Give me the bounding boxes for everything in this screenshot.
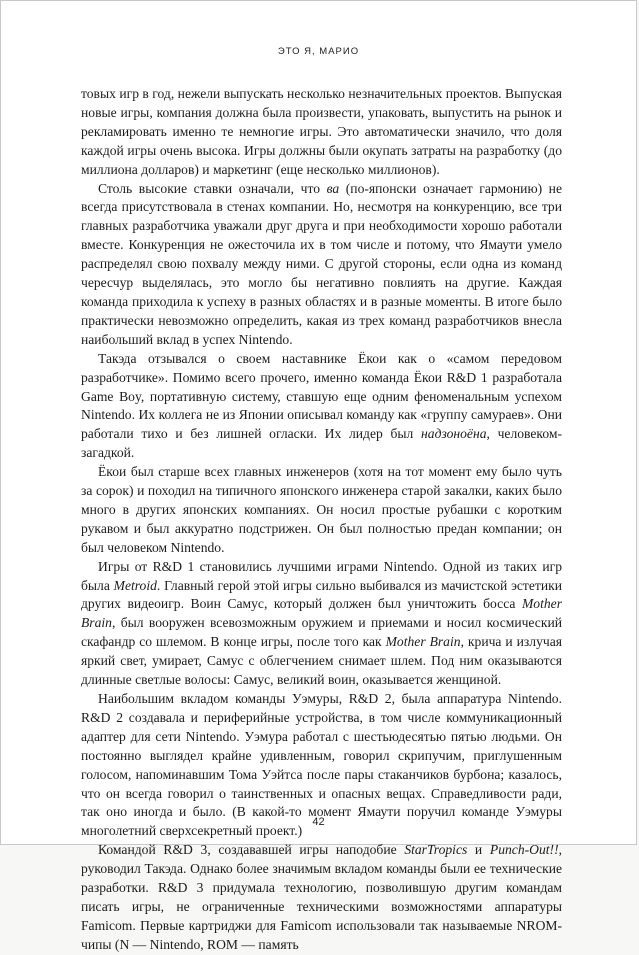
running-title: ЭТО Я, МАРИО (277, 46, 360, 57)
text-run: и (467, 842, 490, 858)
paragraph (81, 350, 562, 463)
text-run: , был вооружен всевозможным оружием и приемами и носил космический скафандр со шлемом. В конце игры, после того как (81, 615, 562, 650)
paragraph (81, 180, 562, 350)
paragraph (81, 558, 562, 690)
text-run: Командой R&D 3, создававшей игры наподобие (98, 842, 405, 858)
text-run: , человеком-загадкой. (81, 426, 563, 461)
paragraph (81, 463, 562, 558)
text-run: Столь высокие ставки означали, что (98, 180, 327, 196)
text-run: Игры от R&D 1 становились лучшими играми Nintendo. Одной из таких игр была (81, 558, 562, 593)
italic-term: ва (326, 180, 340, 196)
text-run: , крича и излучая яркий свет, умирает, Самус с облегчением снимает шлем. Под ним оказываются длинные светлые волосы: Самус, великий воин, оказывается женщиной. (81, 634, 563, 688)
text-run: , руководил Такэда. Однако более значимым вкладом команды были ее технические разработки. R&D 3 придумала технологию, позволившую другим командам писать игры, не ограниченные техническими возможностями аппаратуры Famicom. Первые картриджи для Famicom использовали так называемые NROM-чипы (N — Nintendo, ROM — память (81, 842, 562, 952)
italic-term: Mother Brain (385, 634, 461, 650)
italic-term: Metroid (113, 577, 157, 593)
text-run: Ёкои был старше всех главных инженеров (хотя на тот момент ему было чуть за сорок) и походил на типичного японского инженера старой закалки, каких было много в других японских компаниях. Он носил простые рубашки с коротким рукавом и был аккуратно подстрижен. Он был полностью предан компании; он был человеком Nintendo. (81, 464, 562, 555)
paragraph (81, 85, 562, 180)
page-number: 42 (312, 816, 325, 828)
text-run: Такэда отзывался о своем наставнике Ёкои как о «самом передовом разработчике». Помимо всего прочего, именно команда Ёкои R&D 1 разработала Game Boy, портативную систему, ставшую еще одним феноменальным успехом Nintendo. Их коллега не из Японии описывал команду как «группу самураев». Они работали тихо и без лишней огласки. Их лидер был (81, 350, 562, 442)
text-run: . Главный герой этой игры сильно выбивался из мачистской эстетики других видеоигр. Воин Самус, который должен был уничтожить босса (81, 577, 563, 612)
text-run: товых игр в год, нежели выпускать несколько незначительных проектов. Выпуская новые игры, компания должна была произвести, упаковать, выпустить на рынок и рекламировать именно те немногие игры. Это автоматически значило, что доля каждой игры очень высока. Игры должны были окупать затраты на разработку (до миллиона долларов) и маркетинг (еще несколько миллионов). (81, 86, 562, 177)
italic-term: StarTropics (404, 842, 468, 858)
italic-term: Punch-Out!! (489, 842, 559, 858)
paragraph (81, 841, 562, 954)
text-run: (по-японски означает гармонию) не всегда присутствовала в стенах компании. Но, несмотря на конкуренцию, все три главных разработчика уважали друг друга и при необходимости хорошо работали вместе. Конкуренция не ожесточила их в том числе и потому, что Ямаути умело распределял свою похвалу между ними. С другой стороны, если одна из команд чересчур выделялась, это могло бы негативно повлиять на другие. Каждая команда приходила к успеху в разных областях и в разные моменты. В итоге было практически невозможно определить, какая из трех команд разработчиков внесла наибольший вклад в успех Nintendo. (81, 180, 562, 347)
italic-term: надзоноёна (421, 426, 487, 442)
text-run: Наибольшим вкладом команды Уэмуры, R&D 2, была аппаратура Nintendo. R&D 2 создавала и периферийные устройства, в том числе коммуникационный адаптер для сети Nintendo. Уэмура работал с шестьюдесятью пятью людьми. Он постоянно выглядел крайне удивленным, говорил скрипучим, приглушенным голосом, напоминавшим Тома Уэйтса после пары стаканчиков бурбона; казалось, что он всегда говорил о таинственных и опасных вещах. Справедливости ради, так оно иногда и было. (В какой-то момент Ямаути поручил команде Уэмуры многолетний сверхсекретный проект.) (81, 691, 562, 839)
italic-term: Mother Brain (81, 596, 562, 631)
